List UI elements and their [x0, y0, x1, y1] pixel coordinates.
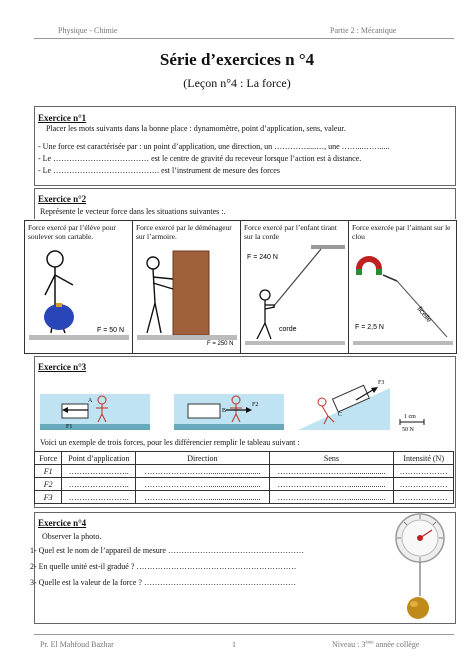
force-vector-cell: F3: [35, 491, 62, 504]
answer-blank[interactable]: ………………………..................: [269, 491, 394, 504]
header-right: Partie 2 : Mécanique: [330, 26, 397, 35]
figure-cell-schoolbag: [25, 221, 133, 354]
figure-caption: Force exercé par l’enfant tirant sur la corde: [244, 223, 337, 241]
answer-blank[interactable]: ………………………..................: [269, 478, 394, 491]
exercise-3-instruction: Voici un exemple de trois forces, pour les différencier remplir le tableau suivant :: [40, 438, 300, 447]
column-header: Direction: [136, 452, 269, 465]
figure-caption: Force exercée par l’aimant sur le clou: [352, 223, 451, 241]
exercise-2-instruction: Représente le vecteur force dans les situations suivantes :.: [40, 207, 226, 216]
force-vector-cell: F1: [35, 465, 62, 478]
point-label: B: [222, 408, 227, 414]
page-number: 1: [232, 640, 236, 649]
column-header: Force: [35, 452, 62, 465]
footer-level: Niveau : 3ème année collège: [332, 640, 420, 649]
exercise-1-line-2: - Le ……………………………… est le centre de gravité du receveur lorsque l’action est à distance.: [38, 154, 362, 163]
mover-pushing-wardrobe-illustration: [133, 245, 240, 351]
rope-label: corde: [279, 326, 297, 333]
force-value-label: F = 250 N: [207, 341, 234, 347]
answer-blank[interactable]: …………………..: [62, 478, 136, 491]
table-row: [35, 465, 454, 478]
figure-caption: Force exercé par le déménageur sur l’armoire.: [136, 223, 232, 241]
figure-cell-wardrobe: [133, 221, 241, 354]
answer-blank[interactable]: ……………………..........................: [136, 478, 269, 491]
exercise-1-title: Exercice n°1: [38, 113, 87, 123]
table-header-row: [35, 452, 454, 465]
answer-blank[interactable]: ………………: [394, 491, 454, 504]
force-value-label: F = 50 N: [97, 327, 125, 334]
table-row: [35, 491, 454, 504]
vector-label: F3: [378, 380, 385, 386]
figure-cell-magnet: [349, 221, 457, 354]
child-pulling-rope-illustration: [241, 245, 348, 351]
scale-bottom: 50 N: [402, 427, 414, 433]
dynamometer-photo: [388, 512, 452, 622]
page-title: Série d’exercices n °4: [159, 50, 315, 69]
exercise-4-question-1: 1- Quel est le nom de l’appareil de mesure ……………………………………………: [30, 546, 304, 555]
force-value-label: F = 240 N: [247, 254, 278, 261]
header-left: Physique - Chimie: [58, 26, 118, 35]
column-header: Point d’application: [62, 452, 136, 465]
exercise-1-instruction: Placer les mots suivants dans la bonne place : dynamomètre, point d’application, sens, valeur.: [46, 124, 346, 133]
answer-blank[interactable]: ……………………..........................: [136, 491, 269, 504]
point-label: C: [338, 412, 343, 418]
exercise-4-question-3: 3- Quelle est la valeur de la force ? …………………………………………………: [30, 578, 296, 587]
exercise-3-title: Exercice n°3: [38, 362, 87, 372]
footer-rule: [34, 634, 454, 635]
page-subtitle: (Leçon n°4 : La force): [183, 76, 291, 90]
exercise-4-title: Exercice n°4: [38, 518, 87, 528]
vector-label: F2: [252, 402, 259, 408]
exercise-3-table: [34, 451, 454, 504]
force-value-label: F = 2,5 N: [355, 324, 384, 331]
column-header: Intensité (N): [394, 452, 454, 465]
answer-blank[interactable]: …………………..: [62, 465, 136, 478]
answer-blank[interactable]: ………………………..................: [269, 465, 394, 478]
force-vector-cell: F2: [35, 478, 62, 491]
figure-caption: Force exercé par l’élève pour soulever son cartable.: [28, 223, 116, 241]
string-label: ficelle: [415, 305, 433, 325]
answer-blank[interactable]: ………………: [394, 465, 454, 478]
header-rule: [34, 38, 454, 39]
footer-author: Pr. El Mahfoud Bazhar: [40, 640, 114, 649]
point-label: A: [88, 398, 93, 404]
answer-blank[interactable]: ……………………..........................: [136, 465, 269, 478]
exercise-2-title: Exercice n°2: [38, 194, 87, 204]
answer-blank[interactable]: …………………..: [62, 491, 136, 504]
figure-cell-rope: [241, 221, 349, 354]
vector-label: F1: [66, 424, 73, 430]
answer-blank[interactable]: ………………: [394, 478, 454, 491]
exercise-4-question-2: 2- En quelle unité est-il gradué ? ……………………………………………………: [30, 562, 297, 571]
exercise-3-forces-illustration: [40, 374, 450, 434]
exercise-4-intro: Observer la photo.: [42, 532, 102, 541]
magnet-attracting-nail-illustration: [349, 245, 456, 351]
exercise-2-figure-table: [24, 220, 457, 354]
column-header: Sens: [269, 452, 394, 465]
table-row: [35, 478, 454, 491]
exercise-1-line-1: - Une force est caractérisée par : un point d’application, une direction, un ………….....…, une ……...…….....: [38, 142, 390, 151]
student-lifting-bag-illustration: [25, 245, 132, 351]
exercise-1-line-3: - Le …………………………………. est l’instrument de mesure des forces: [38, 166, 280, 175]
scale-top: 1 cm: [404, 414, 416, 420]
